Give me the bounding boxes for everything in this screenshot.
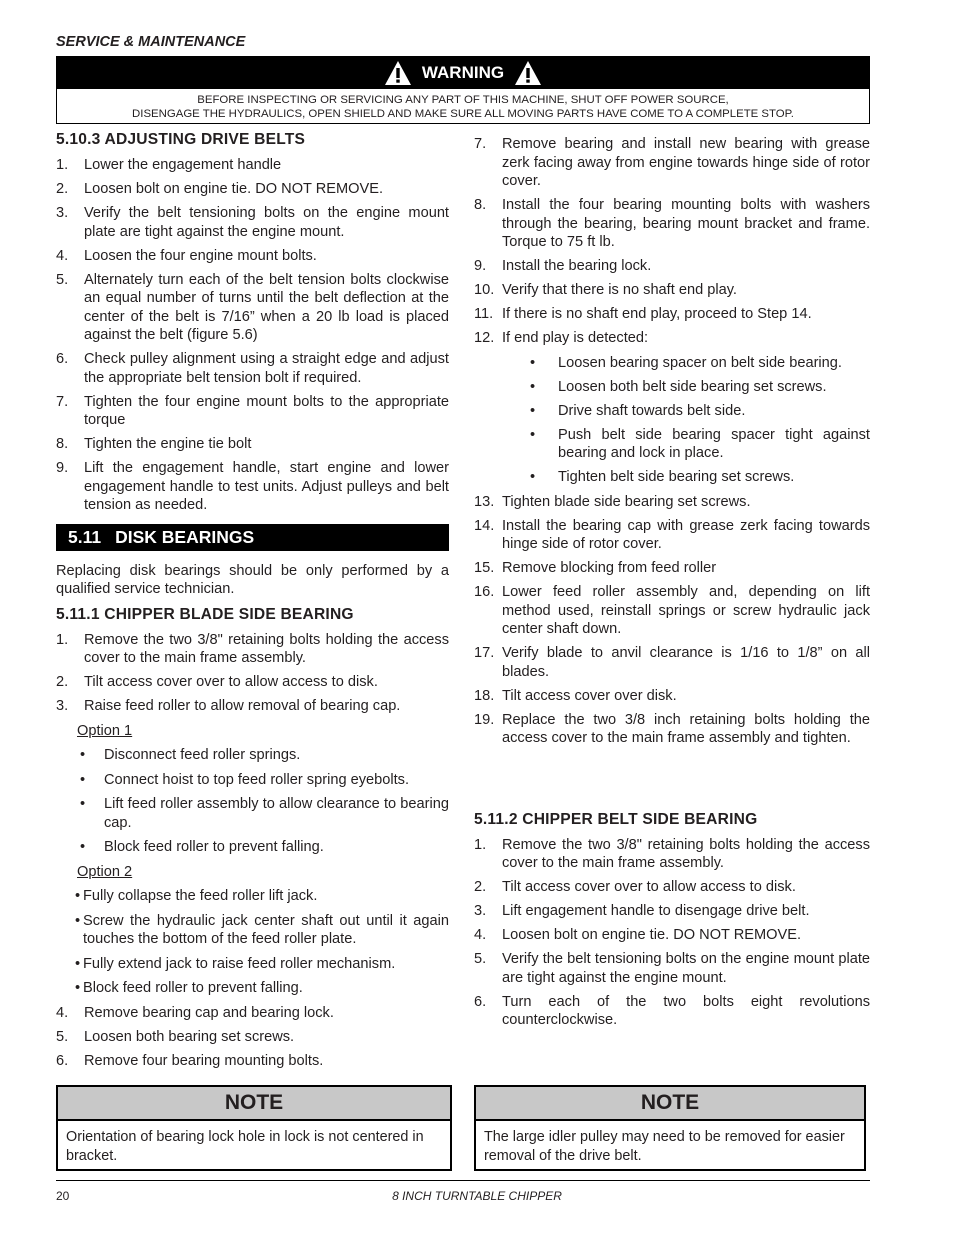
list-item-number: 11. [474, 306, 494, 322]
list-item-text: If end play is detected: [502, 330, 649, 346]
list-item [474, 257, 870, 276]
section-header: SERVICE & MAINTENANCE [56, 34, 246, 50]
list-item [474, 196, 870, 252]
list-item-number: 16. [474, 584, 495, 600]
list-item-number: 9. [56, 460, 69, 476]
drive-belt-steps [56, 156, 449, 515]
list-item-number: 4. [474, 927, 487, 943]
warning-text [57, 89, 869, 121]
list-item-number: 3. [56, 698, 69, 714]
bullet-icon: • [75, 888, 81, 904]
disk-bearings-intro: Replacing disk bearings should be only performed by a qualified service technician. [56, 562, 449, 597]
page-number: 20 [56, 1189, 70, 1203]
bullet-text: Drive shaft towards belt side. [558, 402, 746, 419]
list-item-text: Loosen both bearing set screws. [84, 1028, 295, 1045]
bullet-text: Block feed roller to prevent falling. [83, 980, 303, 996]
warning-line: BEFORE INSPECTING OR SERVICING ANY PART OF THIS MACHINE, SHUT OFF POWER SOURCE, [197, 94, 729, 106]
list-item-number: 1. [56, 631, 69, 648]
list-item-text: Remove blocking from feed roller [502, 560, 717, 576]
bullet-icon: • [530, 402, 536, 419]
list-item [474, 902, 870, 921]
list-item [56, 673, 449, 692]
list-item-text: Turn each of the two bolts eight revolutions counterclockwise. [502, 993, 870, 1028]
bullet-item [474, 468, 870, 487]
list-item-number: 5. [474, 951, 487, 967]
bullet-text: Push belt side bearing spacer tight against bearing and lock in place. [558, 426, 870, 461]
list-item [474, 559, 870, 578]
list-item [474, 517, 870, 554]
list-item-text: Remove bearing and install new bearing with grease zerk facing away from engine towards hinge side of rotor cover. [502, 136, 870, 189]
section-title-5-11-2: 5.11.2 CHIPPER BELT SIDE BEARING [474, 810, 758, 828]
section-number: 5.11 [68, 526, 102, 547]
bullet-item [474, 426, 870, 463]
list-item-text: Remove bearing cap and bearing lock. [84, 1004, 334, 1021]
list-item [56, 204, 449, 241]
list-item-number: 7. [474, 136, 487, 152]
footer-rule [56, 1180, 870, 1181]
list-item-text: Replace the two 3/8 inch retaining bolts holding the access cover to the main frame assembly and tighten. [502, 711, 870, 746]
bullet-item [56, 771, 449, 790]
note-text: Orientation of bearing lock hole in lock is not centered in bracket. [66, 1129, 424, 1164]
list-item-text: Tighten the engine tie bolt [84, 436, 252, 452]
bullet-icon: • [75, 912, 81, 929]
list-item [56, 697, 449, 716]
bullet-icon: • [530, 354, 536, 371]
warning-bar [57, 57, 869, 89]
list-item-text: Lower feed roller assembly and, depending on lift method used, reinstall springs or screw hydraulic jack center shaft down. [502, 584, 870, 637]
list-item-number: 4. [56, 1004, 69, 1021]
option-1-list [56, 746, 449, 857]
bullet-icon: • [80, 839, 86, 855]
blade-bearing-steps [56, 631, 449, 716]
bullet-icon: • [80, 747, 86, 763]
list-item-text: Verify the belt tensioning bolts on the engine mount plate are tight against the engine mount. [502, 951, 870, 986]
list-item-text: Install the four bearing mounting bolts with washers through the bearing, bearing mount bracket and frame. Torque to 75 ft lb. [502, 197, 870, 250]
list-item [474, 493, 870, 512]
list-item-text: Tighten blade side bearing set screws. [502, 493, 751, 510]
warning-triangle-icon [514, 60, 542, 86]
list-item-text: Tighten the four engine mount bolts to the appropriate torque [84, 393, 449, 428]
list-item [474, 583, 870, 639]
list-item-text: Lift the engagement handle, start engine and lower engagement handle to test units. Adjust pulleys and belt tension as needed. [84, 460, 449, 513]
bullet-item [56, 955, 449, 974]
bullet-item [56, 887, 449, 906]
list-item-text: Tilt access cover over disk. [502, 687, 677, 704]
list-item-text: Alternately turn each of the belt tension bolts clockwise an equal number of turns until the belt deflection at the center of the belt is 7/16” when a 20 lb load is placed against the belt (figure 5.6) [84, 271, 449, 343]
option-2-list [56, 887, 449, 998]
list-item-number: 8. [56, 436, 69, 452]
note-heading: NOTE [58, 1087, 450, 1121]
list-item [56, 1052, 449, 1071]
bullet-icon: • [530, 426, 536, 443]
footer-title: 8 INCH TURNTABLE CHIPPER [392, 1189, 562, 1203]
bullet-text: Loosen bearing spacer on belt side bearing. [558, 354, 842, 371]
bullet-icon: • [80, 796, 86, 812]
list-item-text: Install the bearing lock. [502, 258, 652, 274]
option-2-label [56, 863, 449, 882]
list-item [56, 350, 449, 387]
list-item-number: 14. [474, 517, 495, 534]
list-item-number: 10. [474, 282, 495, 298]
list-item [56, 459, 449, 515]
list-item-number: 19. [474, 711, 495, 728]
list-item-text: Install the bearing cap with grease zerk facing towards hinge side of rotor cover. [502, 517, 870, 552]
left-column [56, 130, 449, 1070]
bullet-item [56, 746, 449, 765]
list-item-text: Lift engagement handle to disengage drive belt. [502, 903, 810, 919]
list-item [474, 836, 870, 873]
bullet-icon: • [80, 771, 86, 788]
note-heading: NOTE [476, 1087, 864, 1121]
list-item [56, 631, 449, 668]
warning-line: DISENGAGE THE HYDRAULICS, OPEN SHIELD AND MAKE SURE ALL MOVING PARTS HAVE COME TO A COMPLETE STOP. [132, 108, 794, 120]
list-item-number: 5. [56, 271, 69, 288]
list-item-text: Remove the two 3/8" retaining bolts holding the access cover to the main frame assembly. [84, 631, 449, 666]
list-item [474, 687, 870, 706]
bullet-icon: • [75, 980, 81, 996]
list-item-number: 8. [474, 197, 487, 213]
bullet-item [474, 378, 870, 397]
list-item-text: Raise feed roller to allow removal of bearing cap. [84, 698, 401, 714]
bullet-text: Lift feed roller assembly to allow clearance to bearing cap. [104, 796, 449, 831]
list-item [474, 993, 870, 1030]
list-item-text: Remove the two 3/8" retaining bolts holding the access cover to the main frame assembly. [502, 836, 870, 871]
bullet-item [56, 912, 449, 949]
list-item-number: 3. [474, 903, 487, 919]
bullet-icon: • [530, 378, 536, 395]
list-item [56, 180, 449, 199]
list-item-number: 6. [56, 351, 69, 367]
bullet-item [474, 354, 870, 373]
bullet-text: Fully collapse the feed roller lift jack. [83, 888, 318, 904]
bullet-text: Connect hoist to top feed roller spring eyebolts. [104, 771, 410, 788]
bullet-text: Disconnect feed roller springs. [104, 747, 301, 763]
section-title-5-10-3: 5.10.3 ADJUSTING DRIVE BELTS [56, 131, 306, 148]
list-item [474, 644, 870, 681]
list-item-number: 3. [56, 205, 69, 221]
list-item-text: Remove four bearing mounting bolts. [84, 1052, 324, 1069]
bullet-text: Fully extend jack to raise feed roller mechanism. [83, 955, 396, 972]
list-item-number: 6. [56, 1052, 69, 1069]
warning-box [56, 56, 870, 124]
list-item [56, 247, 449, 266]
section-banner-title: DISK BEARINGS [115, 526, 255, 547]
list-item-text: Tilt access cover over to allow access to disk. [84, 674, 378, 690]
list-item-number: 4. [56, 247, 69, 264]
end-play-list [474, 354, 870, 487]
section-title-5-11-1: 5.11.1 CHIPPER BLADE SIDE BEARING [56, 605, 354, 623]
list-item-number: 12. [474, 330, 495, 346]
note-text: The large idler pulley may need to be removed for easier removal of the drive belt. [484, 1129, 845, 1164]
list-item-number: 2. [56, 181, 69, 197]
list-item-text: Check pulley alignment using a straight edge and adjust the appropriate belt tension bolt if required. [84, 351, 449, 386]
list-item-text: Verify blade to anvil clearance is 1/16 to 1/8” on all blades. [502, 645, 870, 680]
right-column [474, 130, 870, 1030]
list-item-text: Verify the belt tensioning bolts on the engine mount plate are tight against the engine mount. [84, 205, 449, 240]
option-1-text: Option 1 [77, 722, 133, 739]
blade-bearing-steps-continued [56, 1004, 449, 1071]
list-item-number: 7. [56, 393, 69, 410]
bullet-item [474, 402, 870, 421]
list-item-number: 1. [56, 157, 69, 173]
list-item [56, 1004, 449, 1023]
list-item-text: Lower the engagement handle [84, 157, 282, 173]
blade-bearing-steps-final [474, 493, 870, 748]
list-item-number: 15. [474, 560, 495, 576]
list-item [56, 393, 449, 430]
list-item [56, 435, 449, 454]
list-item [56, 156, 449, 175]
bullet-text: Screw the hydraulic jack center shaft out until it again touches the bottom of the feed roller plate. [83, 912, 449, 947]
bullet-item [56, 838, 449, 857]
note-box-left [56, 1085, 452, 1171]
list-item-number: 2. [474, 879, 487, 895]
list-item-number: 13. [474, 493, 495, 510]
belt-bearing-steps [474, 836, 870, 1030]
option-1-label [56, 722, 449, 741]
list-item [474, 329, 870, 348]
bullet-item [56, 979, 449, 998]
option-2-text: Option 2 [77, 863, 133, 880]
bullet-item [56, 795, 449, 832]
list-item-text: If there is no shaft end play, proceed to Step 14. [502, 306, 812, 322]
list-item-number: 18. [474, 687, 495, 704]
list-item-text: Tilt access cover over to allow access to disk. [502, 879, 796, 895]
list-item [474, 135, 870, 191]
list-item-number: 2. [56, 674, 69, 690]
section-banner-5-11 [56, 524, 449, 551]
list-item-number: 1. [474, 836, 487, 853]
list-item-text: Loosen bolt on engine tie. DO NOT REMOVE. [84, 181, 384, 197]
list-item-number: 9. [474, 258, 487, 274]
list-item [474, 878, 870, 897]
warning-triangle-icon [384, 60, 412, 86]
bullet-text: Tighten belt side bearing set screws. [558, 469, 795, 485]
bullet-text: Loosen both belt side bearing set screws. [558, 378, 827, 395]
bullet-text: Block feed roller to prevent falling. [104, 839, 324, 855]
list-item-text: Verify that there is no shaft end play. [502, 282, 737, 298]
list-item-number: 17. [474, 645, 495, 661]
bullet-icon: • [530, 469, 536, 485]
bullet-icon: • [75, 955, 81, 972]
list-item [474, 926, 870, 945]
blade-bearing-steps-right [474, 135, 870, 348]
list-item [474, 711, 870, 748]
list-item-text: Loosen the four engine mount bolts. [84, 247, 317, 264]
list-item [56, 271, 449, 345]
list-item [56, 1028, 449, 1047]
list-item-number: 5. [56, 1028, 69, 1045]
warning-label: WARNING [421, 63, 505, 82]
list-item [474, 281, 870, 300]
list-item [474, 305, 870, 324]
note-box-right [474, 1085, 866, 1171]
list-item-text: Loosen bolt on engine tie. DO NOT REMOVE. [502, 927, 802, 943]
list-item [474, 950, 870, 987]
list-item-number: 6. [474, 993, 487, 1010]
